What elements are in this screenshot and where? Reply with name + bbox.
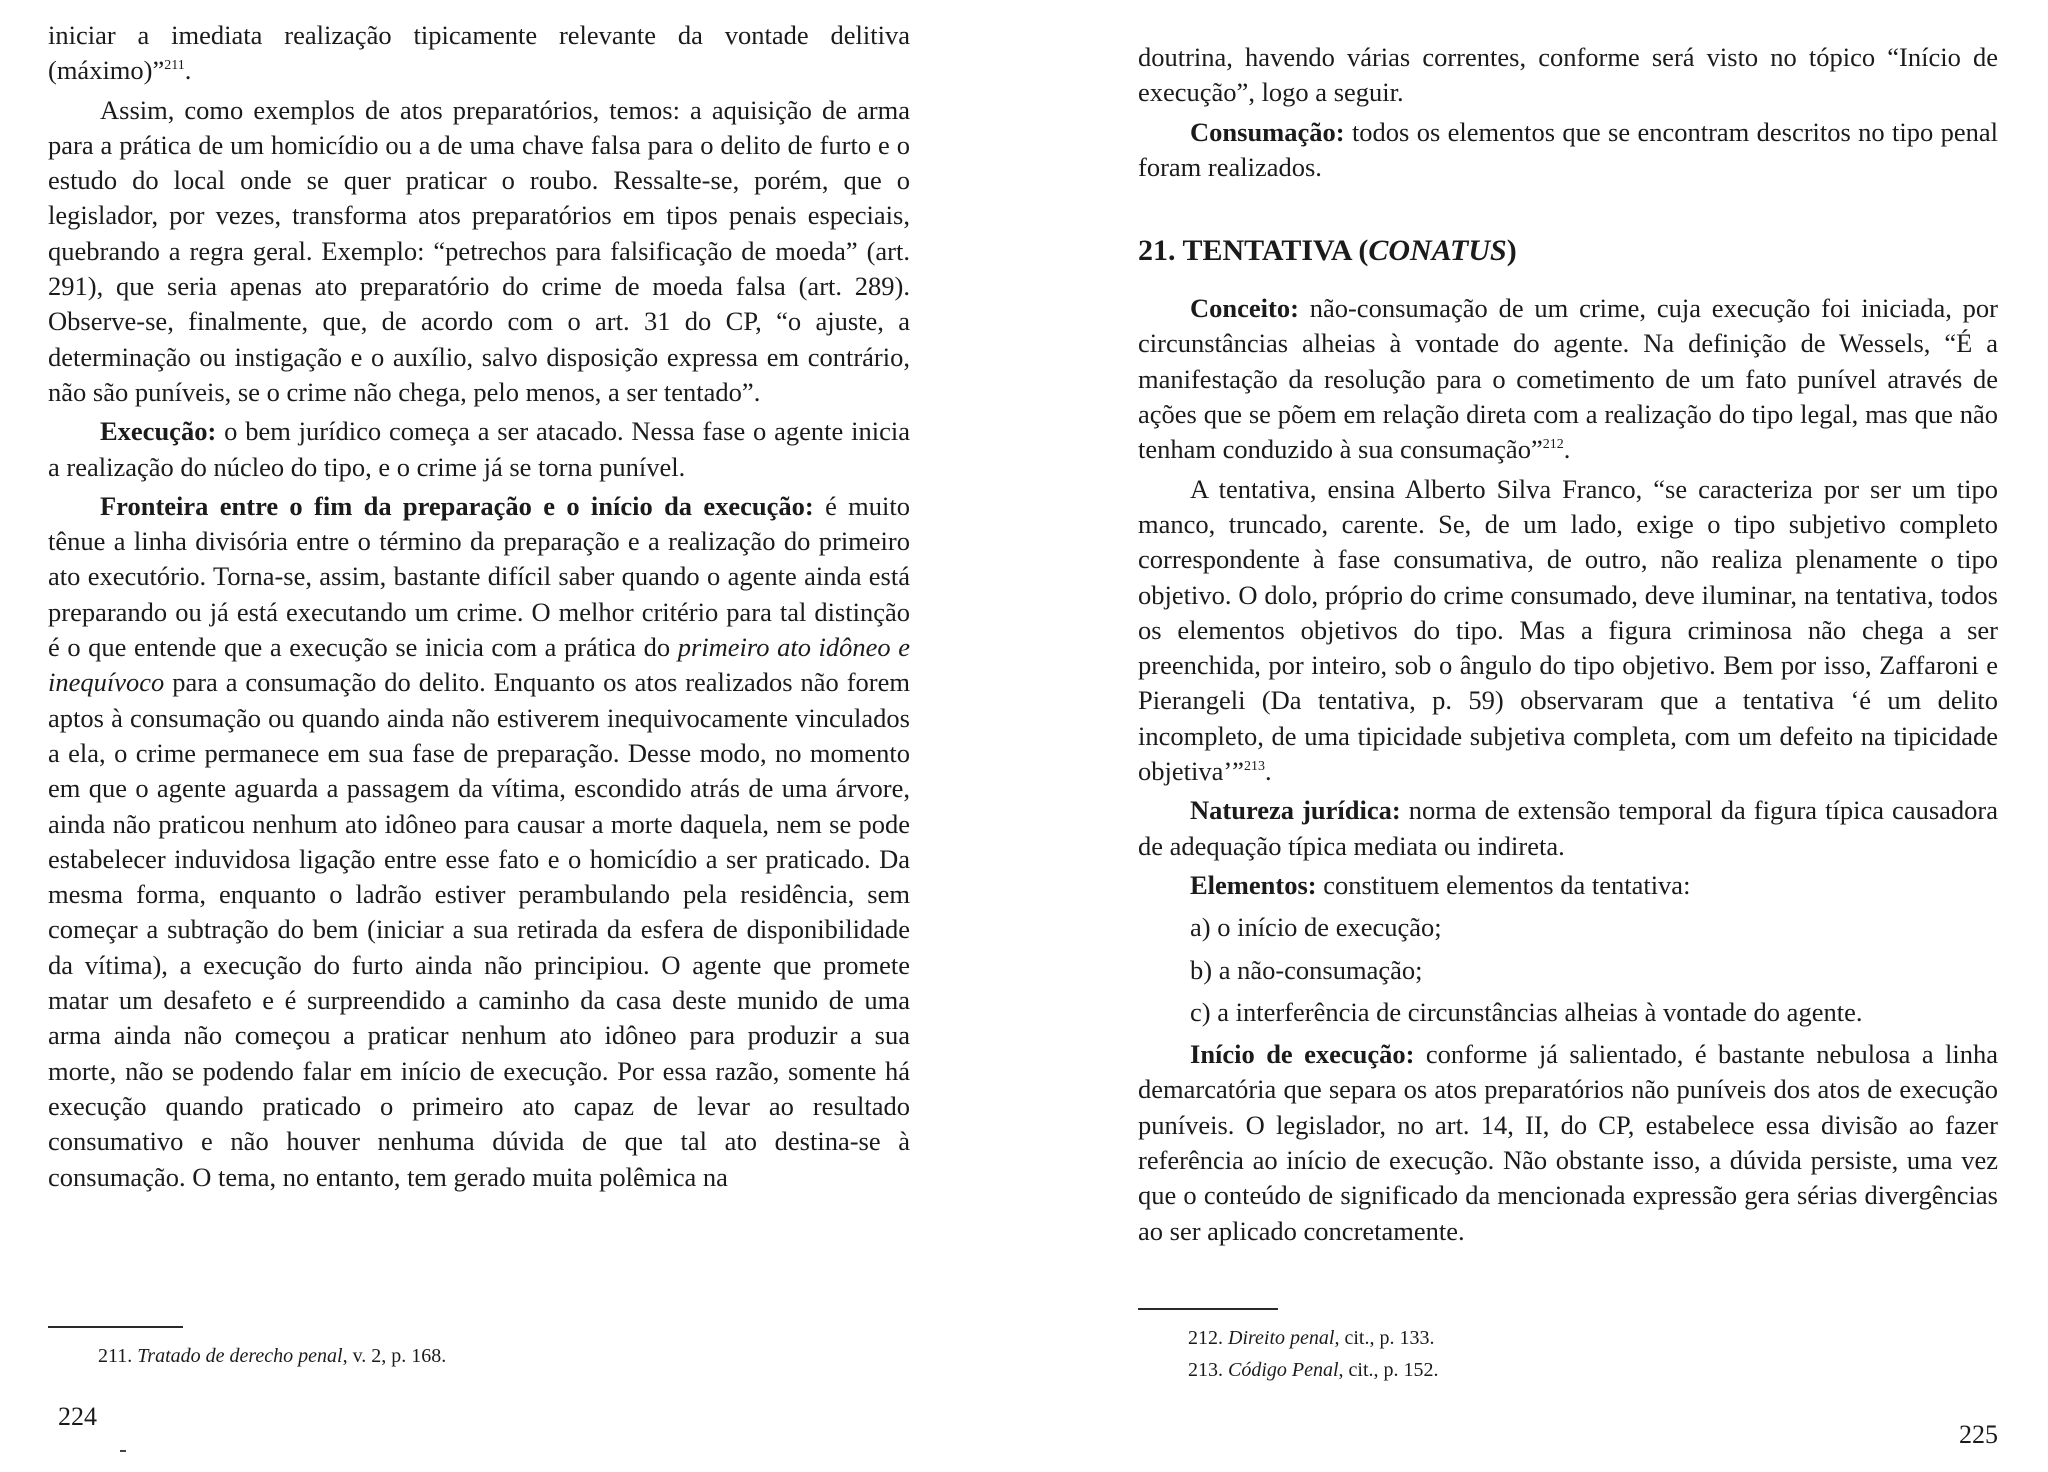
page-number: 225	[1959, 1420, 1998, 1449]
footnote: 213. Código Penal, cit., p. 152.	[1188, 1359, 1439, 1381]
right-page	[1138, 0, 1998, 1472]
paragraph: Fronteira entre o fim da preparação e o início da execução: é muito tênue a linha divisória entre o término da preparação e a realização do primeiro ato executório. Torna-se, assim, bastante difícil saber quando o agente ainda está preparando ou já está executando um crime. O melhor critério para tal distinção é o que entende que a execução se inicia com a prática do primeiro ato idôneo e inequívoco para a consumação do delito. Enquanto os atos realizados não forem aptos à consumação ou quando ainda não estiverem inequivocamente vinculados a ela, o crime permanece em sua fase de preparação. Desse modo, no momento em que o agente aguarda a passagem da vítima, escondido atrás de uma árvore, ainda não praticou nenhum ato idôneo para causar a morte daquela, nem se pode estabelecer induvidosa ligação entre esse fato e o homicídio a ser praticado. Da mesma forma, enquanto o ladrão estiver perambulando pela residência, sem começar a subtração do bem (iniciar a sua retirada da esfera de disponibilidade da vítima), a execução do furto ainda não principiou. O agente que promete matar um desafeto e é surpreendido a caminho da casa deste munido de uma arma ainda não começou a praticar nenhum ato idôneo para produzir a sua morte, não se podendo falar em início de execução. Por essa razão, somente há execução quando praticado o primeiro ato capaz de levar ao resultado consumativo e não houver nenhuma dúvida de que tal ato destina-se à consumação. O tema, no entanto, tem gerado muita polêmica na	[48, 490, 910, 1192]
paragraph: Elementos: constituem elementos da tentativa:	[1190, 869, 1691, 900]
term-label: Fronteira entre o fim da preparação e o início da execução:	[100, 490, 814, 521]
paragraph: Consumação: todos os elementos que se encontram descritos no tipo penal foram realizados.	[1138, 116, 1998, 182]
page-number: 224	[58, 1402, 97, 1431]
paragraph: Início de execução: conforme já salientado, é bastante nebulosa a linha demarcatória que separa os atos preparatórios não puníveis dos atos de execução puníveis. O legislador, no art. 14, II, do CP, estabelece essa divisão ao fazer referência ao início de execução. Não obstante isso, a dúvida persiste, uma vez que o conteúdo de significado da mencionada expressão gera sérias divergências ao ser aplicado concretamente.	[1138, 1039, 1998, 1246]
footnote-ref[interactable]: 213	[1243, 759, 1265, 775]
left-page	[48, 0, 910, 1472]
term-label: Início de execução:	[1190, 1039, 1415, 1070]
list-item: a) o início de execução;	[1190, 912, 1442, 943]
left-page-body	[48, 18, 910, 1195]
footnote-ref[interactable]: 211	[164, 58, 185, 74]
term-label: Natureza jurídica:	[1190, 795, 1401, 826]
paragraph: Assim, como exemplos de atos preparatórios, temos: a aquisição de arma para a prática de um homicídio ou a de uma chave falsa para o delito de furto e o estudo do local onde se quer praticar o roubo. Ressalte-se, porém, que o legislador, por vezes, transforma atos preparatórios em tipos penais especiais, quebrando a regra geral. Exemplo: “petrechos para falsificação de moeda” (art. 291), que seria apenas ato preparatório do crime de moeda falsa (art. 289). Observe-se, finalmente, que, de acordo com o art. 31 do CP, “o ajuste, a determinação ou instigação e o auxílio, salvo disposição expressa em contrário, não são puníveis, se o crime não chega, pelo menos, a ser tentado”.	[48, 94, 910, 407]
footnote: 211. Tratado de derecho penal, v. 2, p. 168.	[98, 1345, 447, 1367]
footnotes	[1188, 1322, 1439, 1386]
term-label: Elementos:	[1190, 869, 1317, 900]
term-label: Execução:	[100, 416, 217, 447]
emphasis: primeiro ato idôneo e inequívoco	[48, 632, 910, 698]
paragraph: Execução: o bem jurídico começa a ser atacado. Nessa fase o agente inicia a realização do núcleo do tipo, e o crime já se torna punível.	[48, 416, 910, 482]
term-label: Conceito:	[1190, 293, 1299, 324]
paragraph: A tentativa, ensina Alberto Silva Franco, “se caracteriza por ser um tipo manco, truncado, carente. Se, de um lado, exige o tipo subjetivo completo correspondente à fase consumativa, de outro, não realiza plenamente o tipo objetivo. O dolo, próprio do crime consumado, deve iluminar, na tentativa, todos os elementos objetivos do tipo. Mas a figura criminosa não chega a ser preenchida, por inteiro, sob o ângulo do tipo objetivo. Bem por isso, Zaffaroni e Pierangeli (Da tentativa, p. 59) observaram que a tentativa ‘é um delito incompleto, de uma tipicidade subjetiva completa, com um defeito na tipicidade objetiva’”$^{213}$.	[1138, 473, 1998, 787]
scan-mark	[120, 1450, 126, 1452]
footnote-ref[interactable]: 212	[1542, 437, 1564, 453]
footnote-divider	[1138, 1308, 1278, 1310]
footnote: 212. Direito penal, cit., p. 133.	[1188, 1327, 1435, 1349]
paragraph: Natureza jurídica: norma de extensão temporal da figura típica causadora de adequação típica mediata ou indireta.	[1138, 795, 1998, 861]
paragraph: doutrina, havendo várias correntes, conforme será visto no tópico “Início de execução”, logo a seguir.	[1138, 42, 1998, 108]
list-item: c) a interferência de circunstâncias alheias à vontade do agente.	[1190, 996, 1863, 1027]
section-heading: 21. TENTATIVA (CONATUS)	[1138, 234, 1517, 268]
term-label: Consumação:	[1190, 116, 1345, 147]
paragraph: Conceito: não-consumação de um crime, cuja execução foi iniciada, por circunstâncias alheias à vontade do agente. Na definição de Wessels, “É a manifestação da resolução para o cometimento de um fato punível através de ações que se põem em relação direta com a realização do tipo legal, mas que não tenham conduzido à sua consumação”$^{212}$.	[1138, 293, 1998, 465]
paragraph: iniciar a imediata realização tipicamente relevante da vontade delitiva (máximo)”$^{211}$.	[48, 20, 910, 86]
right-page-body	[1138, 40, 1998, 1249]
footnotes	[98, 1340, 446, 1372]
list-item: b) a não-consumação;	[1190, 954, 1423, 985]
footnote-divider	[48, 1326, 183, 1328]
